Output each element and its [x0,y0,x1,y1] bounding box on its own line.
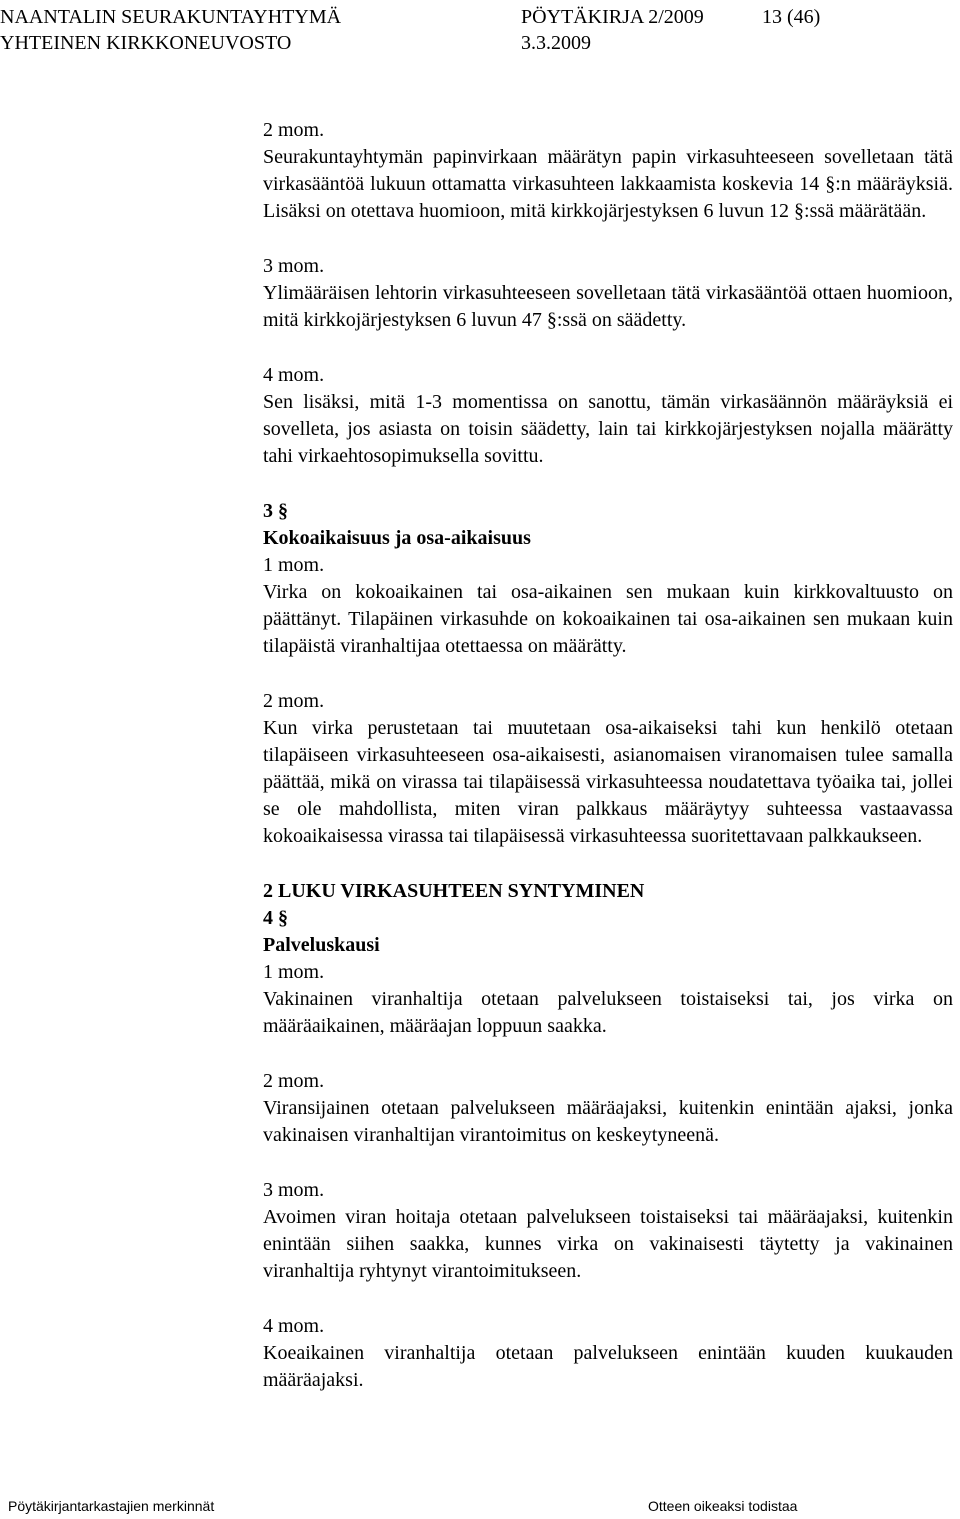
header-body: YHTEINEN KIRKKONEUVOSTO [0,32,292,54]
paragraph [263,1177,953,1285]
moment-label: 4 mom. [263,364,325,386]
footer-left: Pöytäkirjantarkastajien merkinnät [8,1498,215,1514]
paragraph [263,117,953,225]
paragraph [263,1068,953,1149]
moment-label: 2 mom. [263,690,325,712]
footer-right: Otteen oikeaksi todistaa [648,1498,798,1514]
header-org: NAANTALIN SEURAKUNTAYHTYMÄ [0,6,342,28]
section-title: Kokoaikaisuus ja osa-aikaisuus [263,527,531,549]
moment-label: 2 mom. [263,1070,325,1092]
paragraph [263,253,953,334]
moment-label: 3 mom. [263,255,325,277]
paragraph-text: Vakinainen viranhaltija otetaan palvelukseen toistaiseksi tai, jos virka on määräaikainen, määräajan loppuun saakka. [263,988,953,1037]
paragraph [263,552,953,660]
paragraph-text: Sen lisäksi, mitä 1-3 momentissa on sanottu, tämän virkasäännön määräyksiä ei sovelleta, jos asiasta on toisin säädetty, lain tai kirkkojärjestyksen nojalla määrätty tahi virkaehtosopimuksella sovittu. [263,391,953,467]
paragraph-text: Ylimääräisen lehtorin virkasuhteeseen sovelletaan tätä virkasääntöä ottaen huomioon, mitä kirkkojärjestyksen 6 luvun 47 §:ssä on säädetty. [263,282,953,331]
section-number: 4 § [263,907,288,929]
moment-label: 4 mom. [263,1315,325,1337]
chapter-heading: 2 LUKU VIRKASUHTEEN SYNTYMINEN [263,880,645,902]
paragraph-text: Viransijainen otetaan palvelukseen määräajaksi, kuitenkin enintään ajaksi, jonka vakinaisen viranhaltijan virantoimitus on keskeytyneenä. [263,1097,953,1146]
paragraph-text: Avoimen viran hoitaja otetaan palvelukseen toistaiseksi tai määräajaksi, kuitenkin enintään siihen saakka, kunnes virka on vakinaisesti täytetty ja vakinainen viranhaltija ryhtynyt virantoimitukseen. [263,1206,953,1282]
paragraph-text: Virka on kokoaikainen tai osa-aikainen sen mukaan kuin kirkkovaltuusto on päättänyt. Tilapäinen virkasuhde on kokoaikainen tai osa-aikainen sen mukaan kuin tilapäistä viranhaltijaa otettaessa on määrätty. [263,581,953,657]
paragraph-text: Kun virka perustetaan tai muutetaan osa-aikaiseksi tahi kun henkilö otetaan tilapäiseen virkasuhteeseen osa-aikaisesti, asianomaisen viranomaisen tulee samalla päättää, mikä on virassa tai tilapäisessä virkasuhteessa noudatettava työaika tai, jollei se ole mahdollista, miten viran palkkaus määräytyy suhteessa vastaavassa kokoaikaisessa virassa tai tilapäisessä virkasuhteessa suoritettavaan palkkaukseen. [263,717,953,847]
header-date: 3.3.2009 [521,32,591,54]
moment-label: 2 mom. [263,119,325,141]
header-page: 13 (46) [762,6,821,28]
header-doc: PÖYTÄKIRJA 2/2009 [521,6,704,28]
moment-label: 1 mom. [263,554,325,576]
paragraph [263,1313,953,1394]
paragraph [263,959,953,1040]
paragraph [263,688,953,850]
paragraph-text: Seurakuntayhtymän papinvirkaan määrätyn papin virkasuhteeseen sovelletaan tätä virkasääntöä lukuun ottamatta virkasuhteen lakkaamista koskevia 14 §:n määräyksiä. Lisäksi on otettava huomioon, mitä kirkkojärjestyksen 6 luvun 12 §:ssä määrätään. [263,146,953,222]
paragraph-text: Koeaikainen viranhaltija otetaan palvelukseen enintään kuuden kuukauden määräajaksi. [263,1342,953,1391]
paragraph [263,362,953,470]
moment-label: 1 mom. [263,961,325,983]
document-body [263,117,953,1422]
moment-label: 3 mom. [263,1179,325,1201]
section-number: 3 § [263,500,288,522]
section-title: Palveluskausi [263,934,380,956]
